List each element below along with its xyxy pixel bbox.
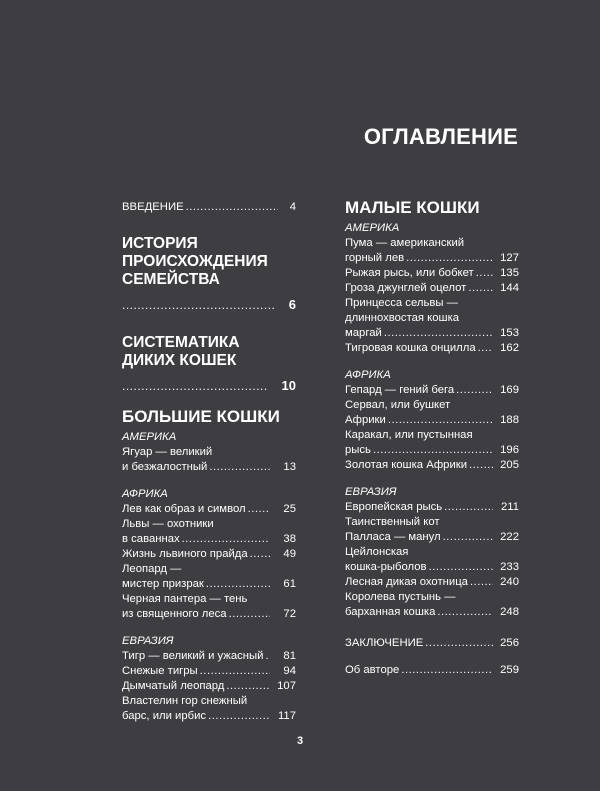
entry-title: Золотая кошка Африки: [345, 459, 468, 471]
entry-page: 135: [500, 267, 519, 279]
entry-page: 188: [500, 414, 519, 426]
entry-title-line: Таинственный кот: [345, 516, 440, 528]
leader-dots: [265, 649, 270, 664]
leader-dots: [443, 530, 493, 545]
leader-dots: [478, 341, 493, 356]
toc-entry[interactable]: [122, 679, 296, 694]
entry-title: из священного леса: [122, 608, 227, 620]
entry-title-line: Королева пустынь —: [345, 591, 456, 603]
entry-page: 259: [500, 664, 519, 676]
toc-entry[interactable]: [122, 502, 296, 517]
entry-title: в саваннах: [122, 533, 180, 545]
entry-page: 10: [281, 378, 296, 393]
toc-entry[interactable]: [122, 592, 296, 622]
entry-page: 61: [283, 578, 296, 590]
entry-page: 169: [500, 384, 519, 396]
entry-title: ЗАКЛЮЧЕНИЕ: [345, 637, 424, 649]
toc-entry-history[interactable]: [122, 235, 296, 312]
entry-page: 94: [283, 665, 296, 677]
leader-dots: [373, 443, 493, 458]
entry-title: маргай: [345, 327, 382, 339]
leader-dots: [122, 298, 275, 312]
leader-dots: [425, 636, 493, 651]
entry-title: Снежые тигры: [122, 665, 198, 677]
toc-entry[interactable]: [122, 517, 296, 547]
toc-entry[interactable]: [345, 266, 519, 281]
toc-entry[interactable]: [345, 545, 519, 575]
entry-title: мистер призрак: [122, 578, 204, 590]
toc-left-column: [122, 200, 296, 724]
leader-dots: [182, 532, 270, 547]
entry-title-line: СЕМЕЙСТВА: [122, 271, 220, 288]
entry-page: 144: [500, 282, 519, 294]
toc-entry[interactable]: [122, 562, 296, 592]
entry-title: Палласа — манул: [345, 531, 441, 543]
leader-dots: [226, 679, 270, 694]
leader-dots: [429, 560, 493, 575]
toc-entry[interactable]: [122, 694, 296, 724]
entry-page: 233: [500, 561, 519, 573]
entry-page: 6: [288, 297, 296, 312]
entry-title: Тигровая кошка онцилла: [345, 342, 476, 354]
leader-dots: [388, 413, 493, 428]
entry-title: Тигр — великий и ужасный: [122, 650, 264, 662]
toc-entry[interactable]: [345, 383, 519, 398]
entry-title-line: Леопард —: [122, 563, 182, 575]
region-heading-africa: АФРИКА: [345, 369, 391, 381]
leader-dots: [470, 575, 493, 590]
entry-page: 153: [500, 327, 519, 339]
entry-title-line: ИСТОРИЯ: [122, 235, 198, 252]
leader-dots: [469, 458, 493, 473]
entry-page: 211: [500, 501, 519, 513]
entry-title: Европейская рысь: [345, 501, 443, 513]
entry-title: горный лев: [345, 252, 405, 264]
entry-page: 256: [500, 637, 519, 649]
leader-dots: [250, 547, 270, 562]
entry-page: 107: [277, 680, 296, 692]
leader-dots: [206, 577, 270, 592]
toc-entry-taxonomy[interactable]: [122, 334, 296, 393]
toc-entry[interactable]: [345, 296, 519, 341]
leader-dots: [208, 709, 270, 724]
toc-entry[interactable]: [345, 575, 519, 590]
leader-dots: [476, 266, 493, 281]
page-title: ОГЛАВЛЕНИЕ: [363, 124, 518, 149]
region-heading-eurasia: ЕВРАЗИЯ: [122, 635, 174, 647]
entry-page: 248: [500, 606, 519, 618]
leader-dots: [456, 383, 493, 398]
entry-title-line: Львы — охотники: [122, 518, 214, 530]
leader-dots: [200, 664, 270, 679]
entry-title-line: Ягуар — великий: [122, 446, 213, 458]
toc-entry[interactable]: [345, 458, 519, 473]
entry-page: 222: [500, 531, 519, 543]
region-heading-eurasia: ЕВРАЗИЯ: [345, 486, 397, 498]
toc-entry[interactable]: [345, 428, 519, 458]
leader-dots: [437, 605, 493, 620]
entry-title-line: Пума — американский: [345, 237, 465, 249]
entry-title-line: длиннохвостая кошка: [345, 312, 460, 324]
entry-title-line: Каракал, или пустынная: [345, 429, 473, 441]
entry-title-line: СИСТЕМАТИКА: [122, 334, 240, 351]
entry-title: Лесная дикая охотница: [345, 576, 468, 588]
region-heading-america: АМЕРИКА: [345, 222, 400, 234]
entry-page: 127: [500, 252, 519, 264]
entry-page: 205: [500, 459, 519, 471]
entry-title: Африки: [345, 414, 386, 426]
toc-right-column: [345, 198, 519, 678]
entry-title: кошка-рыболов: [345, 561, 427, 573]
toc-entry[interactable]: [122, 664, 296, 679]
leader-dots: [444, 500, 493, 515]
entry-title-line: Цейлонская: [345, 546, 409, 558]
entry-title-line: ПРОИСХОЖДЕНИЯ: [122, 253, 268, 270]
entry-page: 25: [283, 503, 296, 515]
leader-dots: [468, 281, 493, 296]
toc-entry[interactable]: [345, 281, 519, 296]
entry-title: Рыжая рысь, или бобкет: [345, 267, 474, 279]
page-number: 3: [296, 735, 304, 747]
entry-title: Жизнь львиного прайда: [122, 548, 248, 560]
entry-page: 13: [283, 461, 296, 473]
toc-entry[interactable]: [122, 547, 296, 562]
entry-title-line: Черная пантера — тень: [122, 593, 248, 605]
entry-page: 117: [277, 710, 296, 722]
leader-dots: [406, 251, 493, 266]
entry-title: Дымчатый леопард: [122, 680, 225, 692]
entry-page: 38: [283, 533, 296, 545]
leader-dots: [229, 607, 270, 622]
region-heading-america: АМЕРИКА: [122, 431, 177, 443]
section-heading-big-cats: БОЛЬШИЕ КОШКИ: [122, 407, 280, 426]
leader-dots: [401, 663, 493, 678]
leader-dots: [248, 502, 270, 517]
entry-title: Об авторе: [345, 664, 400, 676]
entry-page: 81: [283, 650, 296, 662]
entry-title-line: ДИКИХ КОШЕК: [122, 352, 237, 369]
entry-title: и безжалостный: [122, 461, 208, 473]
leader-dots: [186, 200, 278, 215]
entry-title-line: Властелин гор снежный: [122, 695, 248, 707]
entry-title: барханная кошка: [345, 606, 436, 618]
region-heading-africa: АФРИКА: [122, 488, 168, 500]
leader-dots: [122, 379, 268, 393]
entry-page: 162: [500, 342, 519, 354]
toc-entry[interactable]: [345, 398, 519, 428]
leader-dots: [384, 326, 493, 341]
entry-page: 196: [500, 444, 519, 456]
toc-entry[interactable]: [345, 341, 519, 356]
toc-entry-intro[interactable]: [122, 200, 296, 215]
entry-page: 72: [283, 608, 296, 620]
toc-entry[interactable]: [122, 445, 296, 475]
entry-page: 240: [500, 576, 519, 588]
entry-title-line: Принцесса сельвы —: [345, 297, 458, 309]
entry-title: Гроза джунглей оцелот: [345, 282, 467, 294]
entry-title-line: Сервал, или бушкет: [345, 399, 451, 411]
entry-title: ВВЕДЕНИЕ: [122, 201, 184, 213]
toc-entry[interactable]: [345, 236, 519, 266]
entry-title: рысь: [345, 444, 371, 456]
toc-entry[interactable]: [345, 590, 519, 620]
entry-page: 4: [289, 201, 296, 213]
entry-title: барс, или ирбис: [122, 710, 207, 722]
toc-entry[interactable]: [345, 500, 519, 515]
toc-entry-conclusion[interactable]: [345, 636, 519, 651]
toc-entry[interactable]: [122, 649, 296, 664]
toc-entry-author[interactable]: [345, 663, 519, 678]
entry-title: Лев как образ и символ: [122, 503, 246, 515]
leader-dots: [209, 460, 270, 475]
entry-title: Гепард — гений бега: [345, 384, 455, 396]
toc-entry[interactable]: [345, 515, 519, 545]
section-heading-small-cats: МАЛЫЕ КОШКИ: [345, 198, 480, 217]
entry-page: 49: [283, 548, 296, 560]
